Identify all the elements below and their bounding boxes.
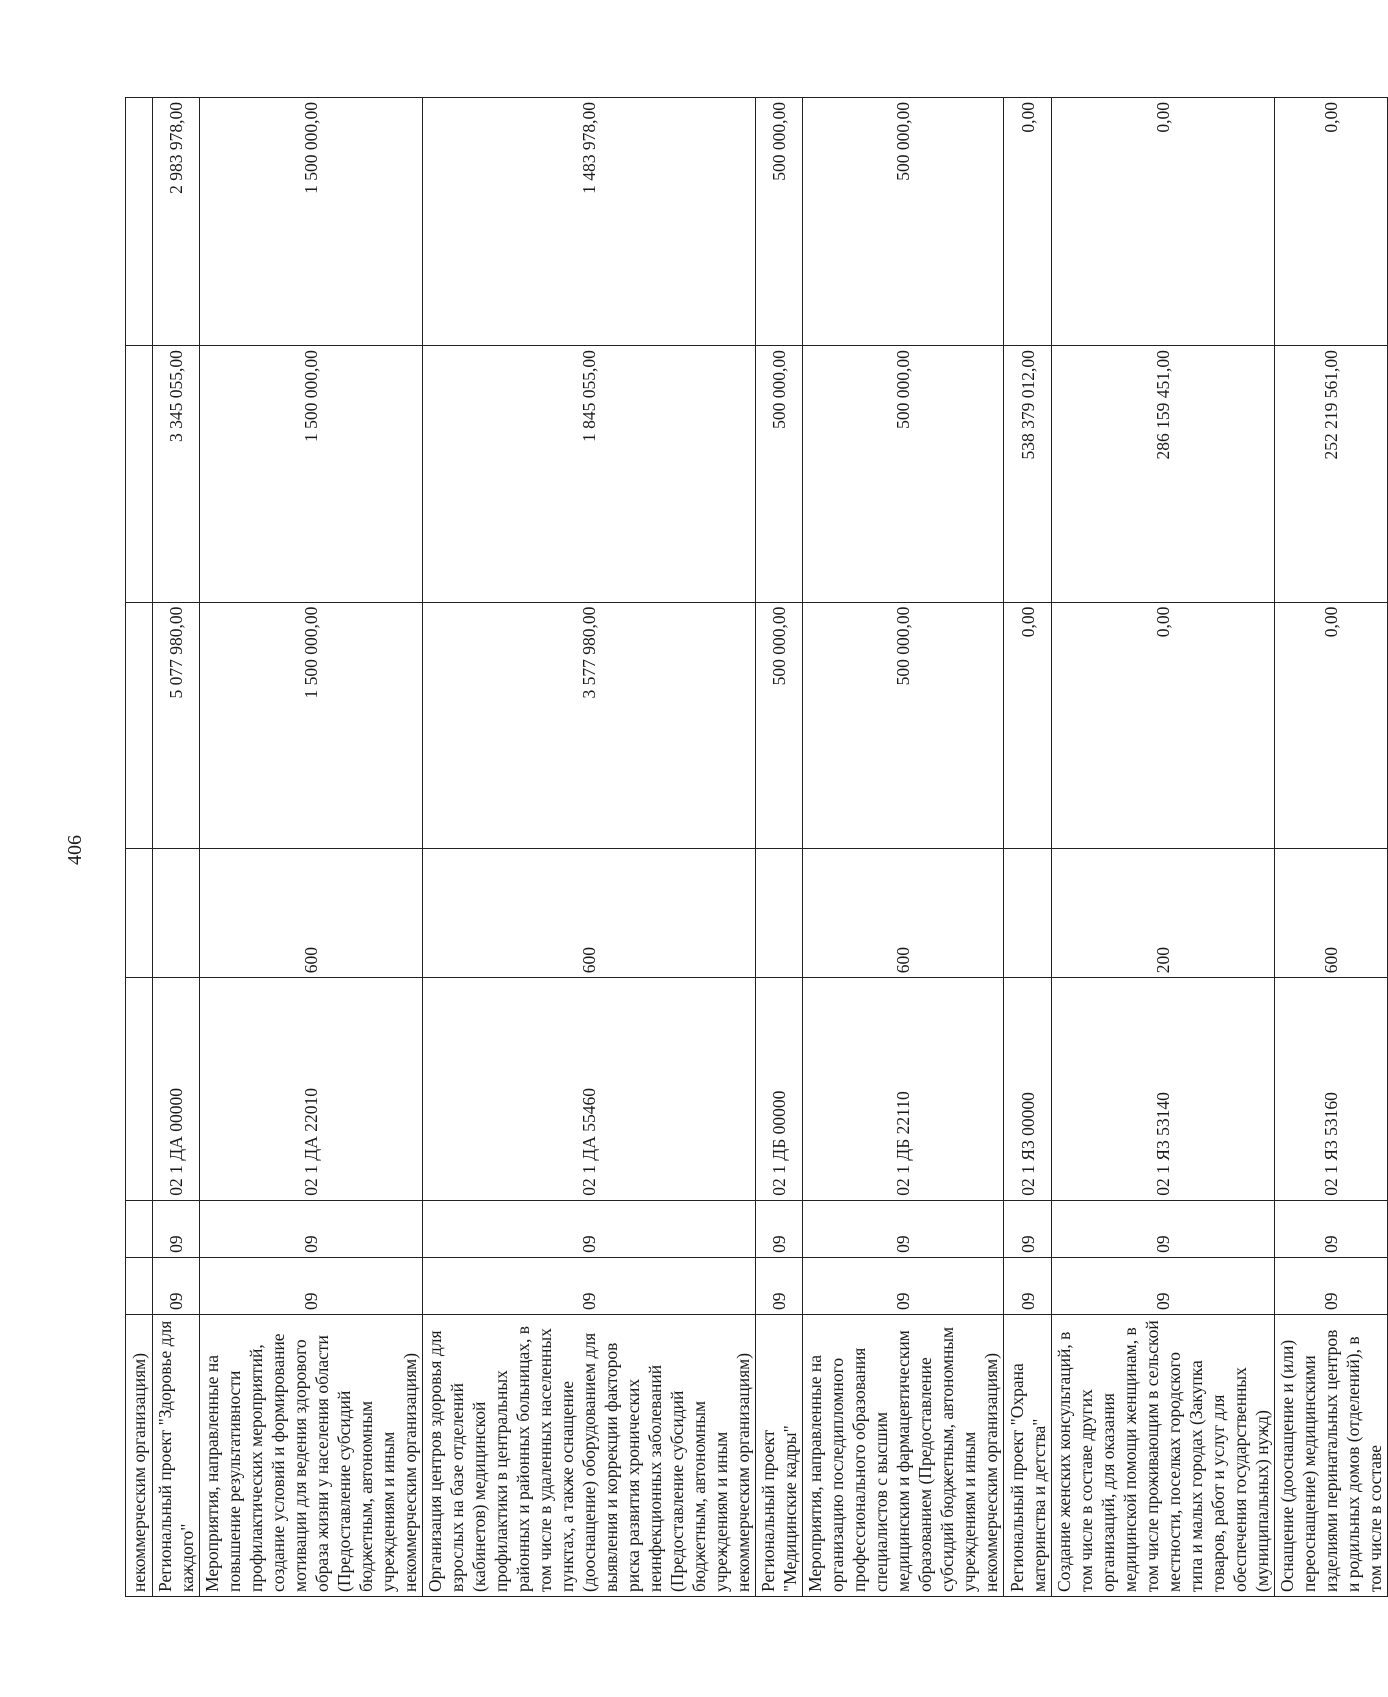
cell-expense-type — [153, 849, 200, 978]
cell-amount-1: 500 000,00 — [756, 602, 803, 849]
rotated-budget-sheet — [125, 97, 1385, 1597]
cell-amount-2: 286 159 451,00 — [1052, 346, 1275, 603]
cell-section: 09 — [423, 1257, 756, 1314]
cell-amount-3: 500 000,00 — [803, 98, 1004, 346]
row-name: Региональный проект "Здоровье для каждого" — [153, 1314, 200, 1596]
row-name: Региональный проект "Охрана материнства и детства" — [1004, 1314, 1052, 1596]
budget-table — [125, 97, 1388, 1597]
cell-target-article: 02 1 ДА 22010 — [200, 978, 423, 1200]
cell-amount-1: 0,00 — [1275, 602, 1388, 849]
table-row — [153, 98, 200, 1597]
cell-amount-3: 1 483 978,00 — [423, 98, 756, 346]
table-row — [1004, 98, 1052, 1597]
cell-amount-2 — [126, 346, 153, 603]
cell-amount-2: 3 345 055,00 — [153, 346, 200, 603]
page-number: 406 — [64, 835, 86, 865]
cell-subsection: 09 — [1052, 1200, 1275, 1257]
row-name: Организация центров здоровья для взрослых на базе отделений (кабинетов) медицинской профилактики в центральных районных и районных больницах, в том числе в удаленных населенных пунктах, а также оснащение (дооснащение) оборудованием для выявления и коррекции факторов риска развития хронических неинфекционных заболеваний (Предоставление субсидий бюджетным, автономным учреждениям и иным некоммерческим организациям) — [423, 1314, 756, 1596]
cell-target-article: 02 1 Я3 53160 — [1275, 978, 1388, 1200]
table-row — [756, 98, 803, 1597]
cell-target-article: 02 1 ДА 55460 — [423, 978, 756, 1200]
cell-amount-1: 1 500 000,00 — [200, 602, 423, 849]
cell-amount-3: 0,00 — [1004, 98, 1052, 346]
cell-expense-type: 600 — [200, 849, 423, 978]
cell-target-article: 02 1 Я3 53140 — [1052, 978, 1275, 1200]
cell-subsection: 09 — [423, 1200, 756, 1257]
cell-amount-3: 0,00 — [1052, 98, 1275, 346]
cell-subsection: 09 — [1275, 1200, 1388, 1257]
row-name: Мероприятия, направленные на повышение результативности профилактических мероприятий, создание условий и формирование мотивации для ведения здорового образа жизни у населения области (Предоставление субсидий бюджетным, автономным учреждениям и иным некоммерческим организациям) — [200, 1314, 423, 1596]
cell-section: 09 — [756, 1257, 803, 1314]
cell-expense-type: 200 — [1052, 849, 1275, 978]
cell-target-article: 02 1 ДА 00000 — [153, 978, 200, 1200]
table-row — [200, 98, 423, 1597]
cell-amount-3: 1 500 000,00 — [200, 98, 423, 346]
cell-amount-2: 252 219 561,00 — [1275, 346, 1388, 603]
cell-amount-3: 0,00 — [1275, 98, 1388, 346]
cell-expense-type: 600 — [1275, 849, 1388, 978]
row-name: Региональный проект "Медицинские кадры" — [756, 1314, 803, 1596]
cell-target-article: 02 1 ДБ 00000 — [756, 978, 803, 1200]
cell-amount-2: 1 845 055,00 — [423, 346, 756, 603]
cell-section: 09 — [1004, 1257, 1052, 1314]
table-row — [1052, 98, 1275, 1597]
cell-subsection — [126, 1200, 153, 1257]
cell-section: 09 — [153, 1257, 200, 1314]
cell-section: 09 — [1052, 1257, 1275, 1314]
cell-expense-type — [756, 849, 803, 978]
cell-subsection: 09 — [200, 1200, 423, 1257]
row-name: Мероприятия, направленные на организацию последипломного профессионального образования специалистов с высшим медицинским и фармацевтическим образованием (Предоставление субсидий бюджетным, автономным учреждениям и иным некоммерческим организациям) — [803, 1314, 1004, 1596]
cell-target-article: 02 1 Я3 00000 — [1004, 978, 1052, 1200]
cell-amount-2: 500 000,00 — [803, 346, 1004, 603]
cell-amount-1: 3 577 980,00 — [423, 602, 756, 849]
cell-subsection: 09 — [803, 1200, 1004, 1257]
cell-amount-2: 538 379 012,00 — [1004, 346, 1052, 603]
cell-amount-1: 0,00 — [1052, 602, 1275, 849]
table-row — [1275, 98, 1388, 1597]
cell-section: 09 — [1275, 1257, 1388, 1314]
cell-amount-1: 0,00 — [1004, 602, 1052, 849]
cell-amount-1: 5 077 980,00 — [153, 602, 200, 849]
cell-section: 09 — [200, 1257, 423, 1314]
row-name: Создание женских консультаций, в том числе в составе других организаций, для оказания медицинской помощи женщинам, в том числе проживающим в сельской местности, поселках городского типа и малых городах (Закупка товаров, работ и услуг для обеспечения государственных (муниципальных) нужд) — [1052, 1314, 1275, 1596]
cell-amount-1: 500 000,00 — [803, 602, 1004, 849]
cell-section: 09 — [803, 1257, 1004, 1314]
table-row — [126, 98, 153, 1597]
cell-section — [126, 1257, 153, 1314]
cell-subsection: 09 — [153, 1200, 200, 1257]
row-name: некоммерческим организациям) — [126, 1314, 153, 1596]
cell-expense-type — [1004, 849, 1052, 978]
cell-amount-2: 500 000,00 — [756, 346, 803, 603]
cell-expense-type: 600 — [423, 849, 756, 978]
row-name: Оснащение (дооснащение и (или) переоснащение) медицинскими изделиями перинатальных центров и родильных домов (отделений), в том числе в составе — [1275, 1314, 1388, 1596]
cell-expense-type — [126, 849, 153, 978]
table-row — [803, 98, 1004, 1597]
cell-target-article: 02 1 ДБ 22110 — [803, 978, 1004, 1200]
cell-amount-3 — [126, 98, 153, 346]
table-row — [423, 98, 756, 1597]
cell-amount-3: 500 000,00 — [756, 98, 803, 346]
cell-amount-1 — [126, 602, 153, 849]
cell-subsection: 09 — [1004, 1200, 1052, 1257]
cell-expense-type: 600 — [803, 849, 1004, 978]
cell-amount-2: 1 500 000,00 — [200, 346, 423, 603]
cell-target-article — [126, 978, 153, 1200]
cell-amount-3: 2 983 978,00 — [153, 98, 200, 346]
cell-subsection: 09 — [756, 1200, 803, 1257]
